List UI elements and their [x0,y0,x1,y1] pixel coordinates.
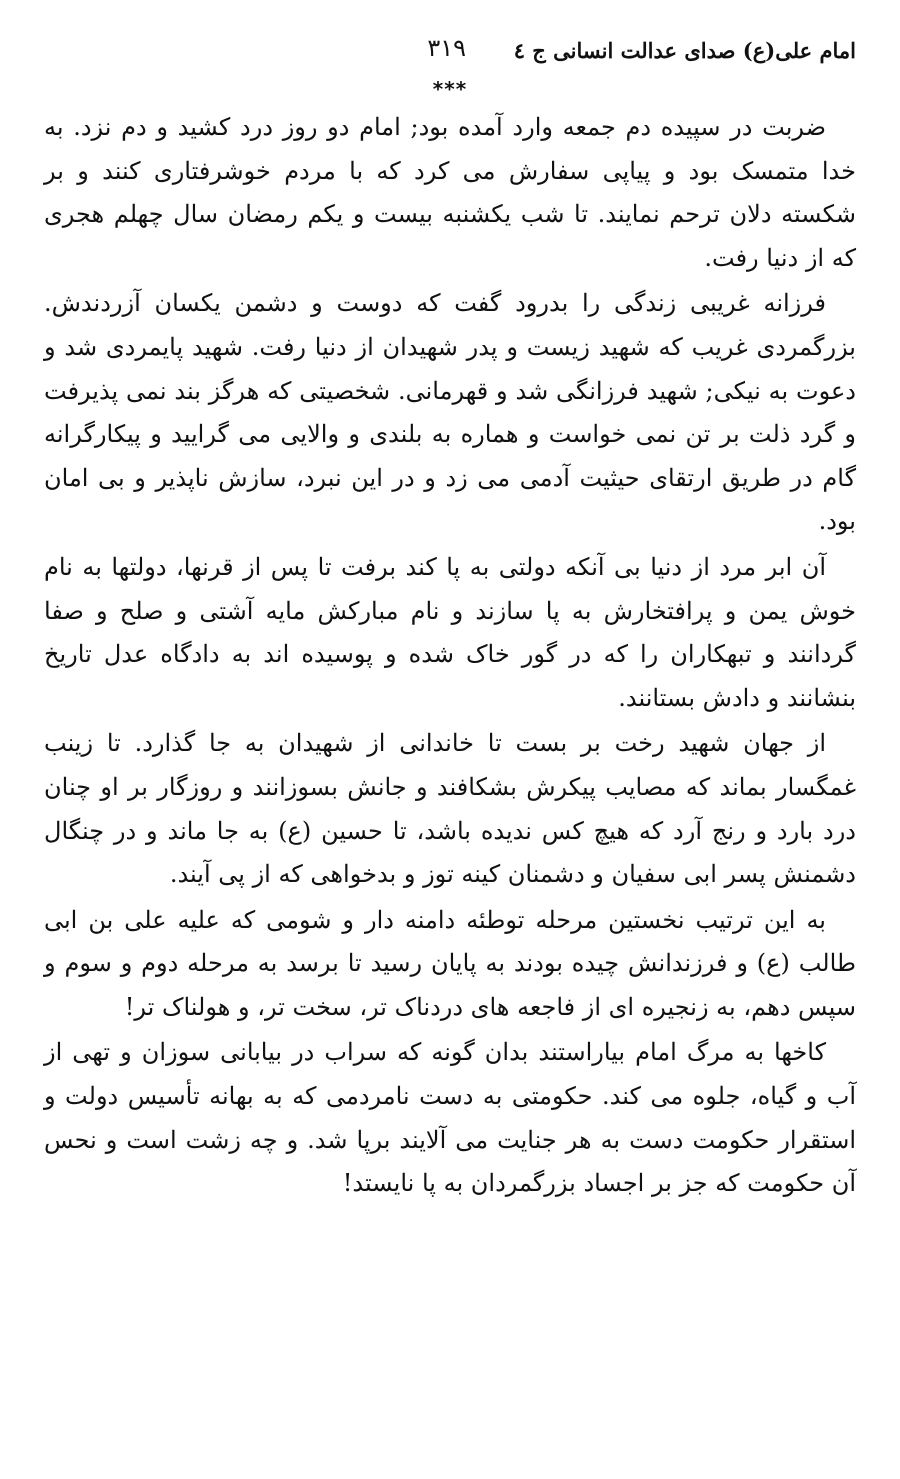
book-page [44,30,856,1450]
section-separator: *** [432,77,468,101]
page-header [44,30,856,70]
paragraph: به این ترتیب نخستین مرحله توطئه دامنه دار و شومی که علیه علی بن ابی طالب (ع) و فرزندانش چیده بودند به پایان رسید تا برسد به مرحله دوم و سوم و سپس دهم، به زنجیره ای از فاجعه های دردناک تر، سخت تر، و هولناک تر! [44,905,856,1021]
paragraph: آن ابر مرد از دنیا بی آنکه دولتی به پا کند برفت تا پس از قرنها، دولتها به نام خوش یمن و پرافتخارش به پا سازند و نام مبارکش مایه آشتی و صلح و صفا گردانند و تبهکاران را که در گور خاک شده و پوسیده اند به دادگاه عدل تاریخ بنشانند و دادش بستانند. [44,552,856,712]
paragraph: فرزانه غریبی زندگی را بدرود گفت که دوست و دشمن یکسان آزردندش. بزرگمردی غریب که شهید زیست و پدر شهیدان از دنیا رفت. شهید پایمردی شد و دعوت به نیکی; شهید فرزانگی شد و قهرمانی. شخصیتی که هرگز بند نمی پذیرفت و گرد ذلت بر تن نمی خواست و هماره به بلندی و والایی می گرایید و پیکارگرانه گام در طریق ارتقای حیثیت آدمی می زد و در این نبرد، سازش ناپذیر و بی امان بود. [44,289,856,536]
paragraph: ضربت در سپیده دم جمعه وارد آمده بود; امام دو روز درد کشید و دم نزد. به خدا متمسک بود و پیاپی سفارش می کرد که با مردم خوشرفتاری کنند و بر شکسته دلان ترحم نمایند. تا شب یکشنبه بیست و یکم رمضان سال چهلم هجری که از دنیا رفت. [44,113,856,272]
body-text [44,106,856,1208]
running-title: امام علی(ع) صدای عدالت انسانی ج ٤ [513,38,856,63]
paragraph: کاخها به مرگ امام بیاراستند بدان گونه که سراب در بیابانی سوزان و تهی از آب و گیاه، جلوه می کند. حکومتی به دست نامردمی که به بهانه تأسیس دولت و استقرار حکومت دست به هر جنایت می آلایند برپا شد. و چه زشت است و نحس آن حکومت که جز بر اجساد بزرگمردان به پا نایستد! [44,1038,857,1198]
page-number: ٣١٩ [427,34,466,62]
paragraph: از جهان شهید رخت بر بست تا خاندانی از شهیدان به جا گذارد. تا زینب غمگسار بماند که مصایب پیکرش بشکافند و جانش بسوزانند و روزگار بر او چنان درد بارد و رنج آرد که هیچ کس ندیده باشد، تا حسین (ع) به جا ماند و در چنگال دشمنش پسر ابی سفیان و دشمنان کینه توز و بدخواهی که از پی آیند. [44,729,856,889]
